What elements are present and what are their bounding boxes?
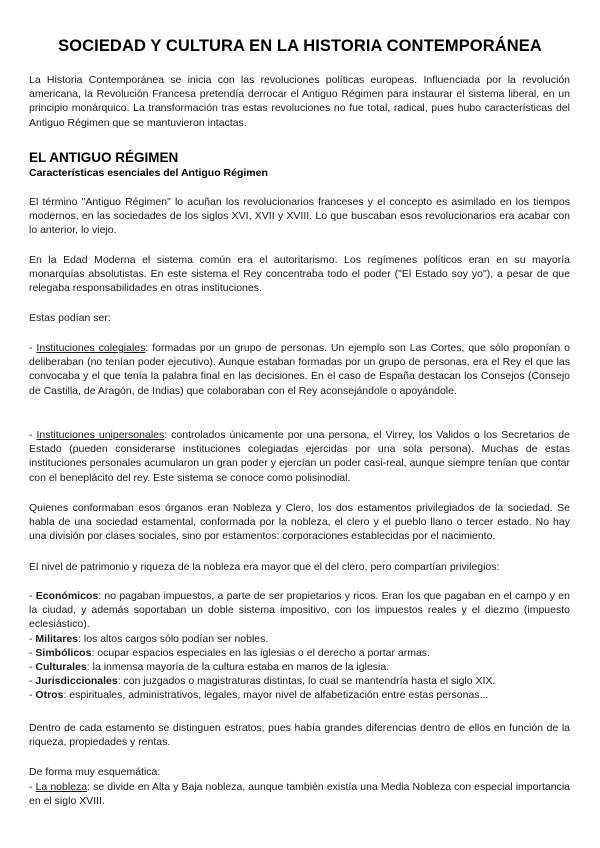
- definition-instituciones-unipersonales: : controlados únicamente por una persona, el Virrey, los Validos o los Secretarios de Estado (pueden considerarse instituciones colegiadas ejercidas por una sola persona). Muchas de estas instituciones personales acumularon un gran poder y ejercían un poder casi-real, aunque siempre tenían que contar con el beneplácito del rey. Este sistema se conoce como polisinodial.: [29, 429, 570, 484]
- list-item-privilege: [29, 688, 570, 702]
- privilege-text: : espirituales, administrativos, legales, mayor nivel de alfabetización entre estas personas...: [63, 689, 489, 702]
- privilege-label: Económicos: [35, 590, 99, 602]
- list-item-instituciones-colegiales: [29, 341, 570, 398]
- paragraph-estratos: Dentro de cada estamento se distinguen estratos, pues había grandes diferencias dentro de ellos en función de la riqueza, propiedades y rentas.: [29, 722, 570, 749]
- list-dash: -: [29, 689, 36, 702]
- privileges-list: [29, 589, 570, 703]
- term-la-nobleza: La nobleza: [35, 781, 88, 793]
- list-item-privilege: [29, 674, 570, 688]
- list-item-privilege: [29, 646, 570, 660]
- privilege-text: : ocupar espacios especiales en las iglesias o el derecho a portar armas.: [91, 646, 430, 659]
- list-item-privilege: [29, 660, 570, 674]
- list-dash: -: [29, 429, 37, 441]
- paragraph-antiguo-regimen-term: El término "Antiguo Régimen" lo acuñan los revolucionarios franceses y el concepto es asimilado en los tiempos modernos, en las sociedades de los siglos XVI, XVII y XVIII. Lo que buscaban esos revolucionarios era acabar con lo anterior, lo viejo.: [29, 196, 570, 237]
- paragraph-estamentos: Quienes conformaban esos órganos eran Nobleza y Clero, los dos estamentos privilegiados de la sociedad. Se habla de una sociedad estamental, conformada por la nobleza, el clero y el pueblo llano o tercer estado. No hay una división por clases sociales, sino por estamentos: corporaciones establecidas por el nacimiento.: [29, 502, 570, 543]
- paragraph-privilegios-intro: El nivel de patrimonio y riqueza de la nobleza era mayor que el del clero, pero compartían privilegios:: [29, 561, 500, 573]
- section-subheading: Características esenciales del Antiguo Régimen: [29, 167, 268, 179]
- privilege-label: Simbólicos: [35, 646, 92, 659]
- list-dash: -: [29, 781, 36, 793]
- term-instituciones-colegiales: Instituciones colegiales: [36, 342, 146, 354]
- privilege-label: Jurisdiccionales: [35, 675, 118, 688]
- section-heading: EL ANTIGUO RÉGIMEN: [29, 150, 179, 165]
- privilege-text: : con juzgados o magistraturas distintas, lo cual se mantendría hasta el siglo XIX.: [117, 675, 496, 688]
- list-dash: -: [29, 632, 36, 645]
- term-instituciones-unipersonales: Instituciones unipersonales: [36, 429, 165, 441]
- paragraph-autoritarismo: En la Edad Moderna el sistema común era el autoritarismo. Los regímenes políticos eran en su mayoría monarquías absolutistas. En este sistema el Rey concentraba todo el poder ("El Estado soy yo"), a pesar de que relegaba responsabilidades en otras instituciones.: [29, 254, 570, 295]
- paragraph-estas-podian-ser: Estas podían ser:: [29, 312, 111, 324]
- list-dash: -: [29, 646, 36, 659]
- list-item-nobleza: [29, 780, 570, 808]
- privilege-text: : no pagaban impuestos, a parte de ser propietarios y ricos. Eran los que pagaban en el campo y en la ciudad, y además soportaban un doble sistema impositivo, con los impuestos reales y el diezmo (impuesto eclesiástico).: [29, 590, 570, 631]
- definition-la-nobleza: : se divide en Alta y Baja nobleza, aunque también existía una Media Nobleza con especial importancia en el siglo XVIII.: [29, 781, 570, 808]
- intro-paragraph: La Historia Contemporánea se inicia con las revoluciones políticas europeas. Influenciada por la revolución americana, la Revolución Francesa pretendía derrocar el Antiguo Régimen para instaurar el sistema liberal, en un principio monárquico. La transformación tras estas revoluciones no fue total, radical, pues hubo características del Antiguo Régimen que se mantuvieron intactas.: [29, 74, 570, 129]
- list-item-instituciones-unipersonales: [29, 428, 570, 485]
- privilege-label: Militares: [35, 632, 79, 645]
- list-item-privilege: [29, 632, 570, 646]
- definition-instituciones-colegiales: : formadas por un grupo de personas. Un ejemplo son Las Cortes, que sólo proponían o deliberaban (no tenían poder ejecutivo). Aunque estaban formadas por un grupo de personas, era el Rey el que las convocaba y el que tenía la palabra final en las decisiones. En el caso de España destacan los Consejos (Consejo de Castilla, de Aragón, de Indias) que colaboraban con el Rey aconsejándole o apoyándole.: [29, 342, 570, 397]
- list-item-privilege: [29, 589, 570, 632]
- privilege-label: Otros: [35, 689, 64, 702]
- page-title: SOCIEDAD Y CULTURA EN LA HISTORIA CONTEMPORÁNEA: [58, 37, 542, 55]
- list-dash: -: [29, 342, 37, 354]
- paragraph-esquematica: De forma muy esquemática:: [29, 766, 161, 778]
- privilege-text: : los altos cargos sólo podían ser nobles.: [78, 632, 269, 645]
- list-dash: -: [29, 590, 36, 602]
- list-dash: -: [29, 661, 36, 674]
- privilege-label: Culturales: [35, 661, 87, 674]
- privilege-text: : la inmensa mayoría de la cultura estaba en manos de la iglesia.: [86, 661, 390, 674]
- list-dash: -: [29, 675, 36, 688]
